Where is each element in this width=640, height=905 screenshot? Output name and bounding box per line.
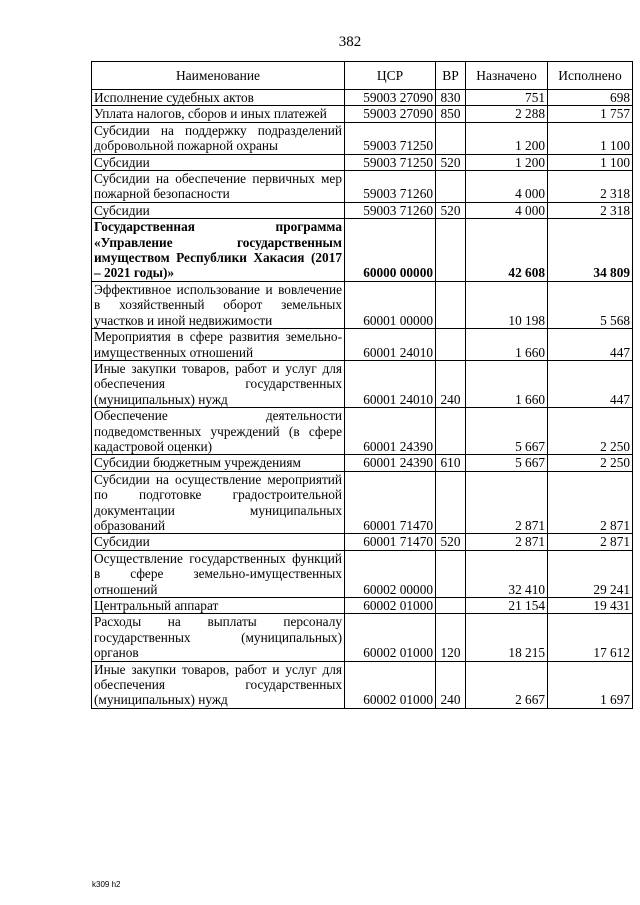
row-code: 60002 01000 [345, 614, 436, 661]
table-row [92, 202, 633, 218]
row-vr [436, 122, 466, 154]
row-planned: 1 200 [466, 154, 548, 170]
row-vr [436, 219, 466, 282]
row-vr [436, 281, 466, 328]
table-row [92, 598, 633, 614]
row-code: 59003 71260 [345, 171, 436, 203]
row-executed: 447 [548, 360, 633, 407]
table-row [92, 154, 633, 170]
row-code: 60001 71470 [345, 471, 436, 534]
row-planned: 4 000 [466, 171, 548, 203]
row-code: 60001 24010 [345, 329, 436, 361]
footer-mark: k309 h2 [92, 880, 121, 889]
row-executed: 2 318 [548, 171, 633, 203]
row-code: 60001 24390 [345, 455, 436, 471]
row-vr: 240 [436, 661, 466, 708]
row-executed: 1 100 [548, 122, 633, 154]
row-name: Субсидии на осуществление мероприятий по подготовке градостроительной документации муниципальных образований [92, 471, 345, 534]
row-vr: 520 [436, 202, 466, 218]
row-vr [436, 598, 466, 614]
row-vr [436, 471, 466, 534]
row-code: 60002 01000 [345, 598, 436, 614]
row-code: 59003 71250 [345, 154, 436, 170]
row-name: Субсидии [92, 534, 345, 550]
row-planned: 10 198 [466, 281, 548, 328]
row-name: Расходы на выплаты персоналу государственных (муниципальных) органов [92, 614, 345, 661]
row-executed: 1 100 [548, 154, 633, 170]
table-row [92, 122, 633, 154]
row-executed: 34 809 [548, 219, 633, 282]
row-name: Мероприятия в сфере развития земельно-имущественных отношений [92, 329, 345, 361]
row-planned: 4 000 [466, 202, 548, 218]
budget-table [91, 61, 633, 709]
row-planned: 1 660 [466, 329, 548, 361]
row-name: Субсидии на обеспечение первичных мер пожарной безопасности [92, 171, 345, 203]
row-code: 59003 71260 [345, 202, 436, 218]
row-name: Обеспечение деятельности подведомственных учреждений (в сфере кадастровой оценки) [92, 408, 345, 455]
table-row [92, 219, 633, 282]
row-executed: 29 241 [548, 550, 633, 597]
row-vr [436, 329, 466, 361]
row-planned: 2 667 [466, 661, 548, 708]
header-name: Наименование [92, 62, 345, 90]
row-vr: 830 [436, 90, 466, 106]
row-name: Субсидии [92, 154, 345, 170]
row-vr: 610 [436, 455, 466, 471]
row-vr: 850 [436, 106, 466, 122]
row-name: Иные закупки товаров, работ и услуг для обеспечения государственных (муниципальных) нужд [92, 661, 345, 708]
row-executed: 2 250 [548, 455, 633, 471]
row-code: 59003 71250 [345, 122, 436, 154]
row-code: 60001 24010 [345, 360, 436, 407]
table-body [92, 90, 633, 709]
row-code: 60000 00000 [345, 219, 436, 282]
header-planned: Назначено [466, 62, 548, 90]
row-name: Государственная программа «Управление государственным имуществом Республики Хакасия (2017 – 2021 годы)» [92, 219, 345, 282]
row-name: Уплата налогов, сборов и иных платежей [92, 106, 345, 122]
table-row [92, 408, 633, 455]
row-code: 60001 00000 [345, 281, 436, 328]
table-row [92, 360, 633, 407]
row-planned: 751 [466, 90, 548, 106]
header-code: ЦСР [345, 62, 436, 90]
row-code: 59003 27090 [345, 106, 436, 122]
table-row [92, 90, 633, 106]
row-planned: 42 608 [466, 219, 548, 282]
row-planned: 18 215 [466, 614, 548, 661]
row-planned: 32 410 [466, 550, 548, 597]
row-executed: 1 757 [548, 106, 633, 122]
table-row [92, 106, 633, 122]
row-vr [436, 171, 466, 203]
row-executed: 17 612 [548, 614, 633, 661]
row-name: Субсидии [92, 202, 345, 218]
header-vr: ВР [436, 62, 466, 90]
row-planned: 1 200 [466, 122, 548, 154]
row-planned: 1 660 [466, 360, 548, 407]
row-executed: 19 431 [548, 598, 633, 614]
table-row [92, 171, 633, 203]
table-row [92, 471, 633, 534]
table-row [92, 455, 633, 471]
row-name: Субсидии бюджетным учреждениям [92, 455, 345, 471]
row-name: Субсидии на поддержку подразделений добровольной пожарной охраны [92, 122, 345, 154]
row-vr: 520 [436, 154, 466, 170]
row-name: Осуществление государственных функций в сфере земельно-имущественных отношений [92, 550, 345, 597]
row-code: 60001 71470 [345, 534, 436, 550]
header-executed: Исполнено [548, 62, 633, 90]
row-code: 60002 01000 [345, 661, 436, 708]
row-executed: 2 871 [548, 471, 633, 534]
table-row [92, 281, 633, 328]
header-row [92, 62, 633, 90]
row-planned: 5 667 [466, 408, 548, 455]
row-name: Исполнение судебных актов [92, 90, 345, 106]
row-planned: 2 288 [466, 106, 548, 122]
table-row [92, 550, 633, 597]
row-executed: 1 697 [548, 661, 633, 708]
row-code: 60002 00000 [345, 550, 436, 597]
row-executed: 447 [548, 329, 633, 361]
row-executed: 698 [548, 90, 633, 106]
row-planned: 21 154 [466, 598, 548, 614]
row-vr [436, 550, 466, 597]
row-name: Центральный аппарат [92, 598, 345, 614]
row-executed: 2 318 [548, 202, 633, 218]
table-row [92, 614, 633, 661]
row-vr: 120 [436, 614, 466, 661]
table-row [92, 534, 633, 550]
row-planned: 5 667 [466, 455, 548, 471]
row-name: Иные закупки товаров, работ и услуг для обеспечения государственных (муниципальных) нужд [92, 360, 345, 407]
row-name: Эффективное использование и вовлечение в хозяйственный оборот земельных участков и иной недвижимости [92, 281, 345, 328]
table-row [92, 661, 633, 708]
row-planned: 2 871 [466, 471, 548, 534]
table-header [92, 62, 633, 90]
row-vr: 240 [436, 360, 466, 407]
row-executed: 2 250 [548, 408, 633, 455]
row-executed: 5 568 [548, 281, 633, 328]
row-vr [436, 408, 466, 455]
row-executed: 2 871 [548, 534, 633, 550]
row-vr: 520 [436, 534, 466, 550]
page-number: 382 [338, 34, 362, 50]
row-code: 59003 27090 [345, 90, 436, 106]
row-planned: 2 871 [466, 534, 548, 550]
table-row [92, 329, 633, 361]
row-code: 60001 24390 [345, 408, 436, 455]
